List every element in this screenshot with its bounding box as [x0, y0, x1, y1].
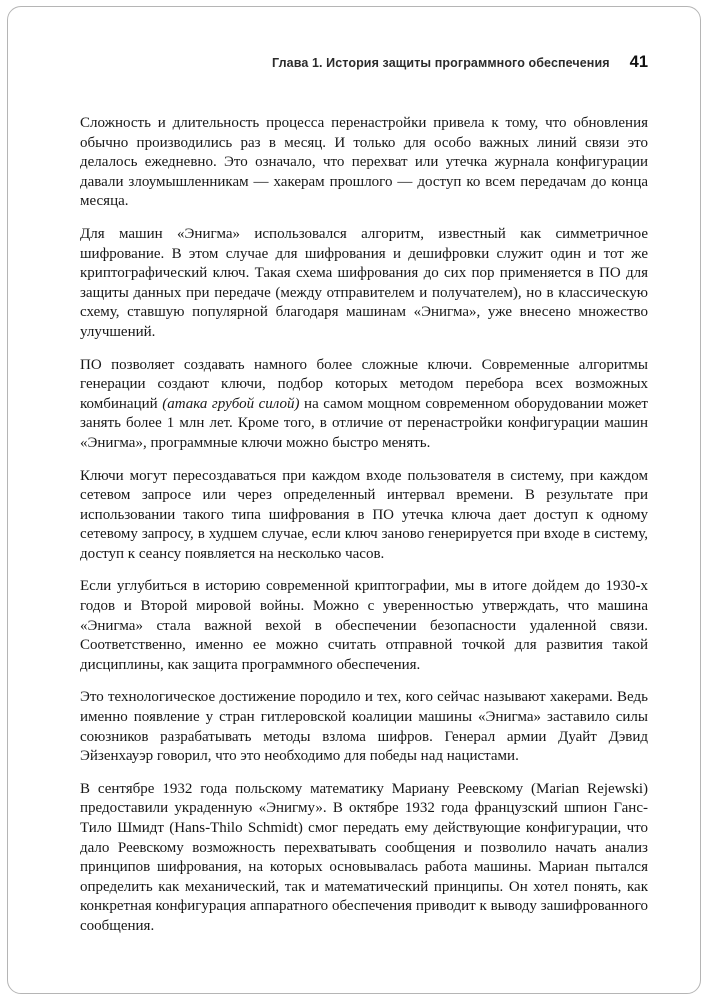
paragraph-3-text-before: ПО позволяет создавать намного более сложные ключи. Современные алгоритмы генерации создают ключи, подбор которых методом перебора всех возможных комбинаций	[80, 356, 648, 412]
page-body	[80, 114, 648, 937]
paragraph-4: Ключи могут пересоздаваться при каждом входе пользователя в систему, при каждом сетевом запросе или через определенный интервал времени. В результате при использовании такого типа шифрования в ПО утечка ключа дает доступ к одному сетевому запросу, в худшем случае, если ключ заново генерируется при входе в систему, доступ к сеансу появляется на несколько часов.	[80, 467, 648, 562]
paragraph-3-text-after: на самом мощном современном оборудовании может занять более 1 млн лет. Кроме того, в отличие от перенастройки конфигурации машин «Энигма», программные ключи можно быстро менять.	[80, 395, 648, 451]
page-number: 41	[629, 53, 648, 71]
italic-phrase-brute-force: (атака грубой силой)	[162, 395, 300, 412]
paragraph-3	[80, 356, 648, 454]
paragraph-7: В сентябре 1932 года польскому математику Мариану Реевскому (Marian Rejewski) предоставили украденную «Энигму». В октябре 1932 года французский шпион Ганс-Тило Шмидт (Hans-Thilo Schmidt) смог передать ему действующие конфигурации, что дало Реевскому возможность перехватывать сообщения и позволило начать анализ принципов шифрования, на которых основывалась работа машины. Мариан пытался определить как механический, так и математический принципы. Он хотел понять, как конкретная конфигурация аппаратного обеспечения приводит к выводу зашифрованного сообщения.	[80, 780, 648, 934]
chapter-title: Глава 1. История защиты программного обеспечения	[272, 56, 610, 70]
paragraph-1: Сложность и длительность процесса перенастройки привела к тому, что обновления обычно производились раз в месяц. И только для особо важных линий связи это делалось ежедневно. Это означало, что перехват или утечка журнала конфигурации давали злоумышленникам — хакерам прошлого — доступ ко всем передачам до конца месяца.	[80, 115, 648, 210]
paragraph-6: Это технологическое достижение породило и тех, кого сейчас называют хакерами. Ведь именно появление у стран гитлеровской коалиции машины «Энигма» заставило силы союзников разрабатывать методы взлома шифров. Генерал армии Дуайт Дэвид Эйзенхауэр говорил, что это необходимо для победы над нацистами.	[80, 689, 648, 765]
paragraph-2: Для машин «Энигма» использовался алгоритм, известный как симметричное шифрование. В этом случае для шифрования и дешифровки служит один и тот же криптографический ключ. Такая схема шифрования до сих пор применяется в ПО для защиты данных при передаче (между отправителем и получателем), но в классическую схему, ставшую популярной благодаря машинам «Энигма», уже внесено множество улучшений.	[80, 225, 648, 340]
page-header	[80, 53, 648, 72]
book-page	[7, 6, 701, 994]
paragraph-5: Если углубиться в историю современной криптографии, мы в итоге дойдем до 1930-х годов и Второй мировой войны. Можно с уверенностью утверждать, что машина «Энигма» стала важной вехой в обеспечении безопасности удаленной связи. Соответственно, именно ее можно считать отправной точкой для развития такой дисциплины, как защита программного обеспечения.	[80, 578, 648, 673]
